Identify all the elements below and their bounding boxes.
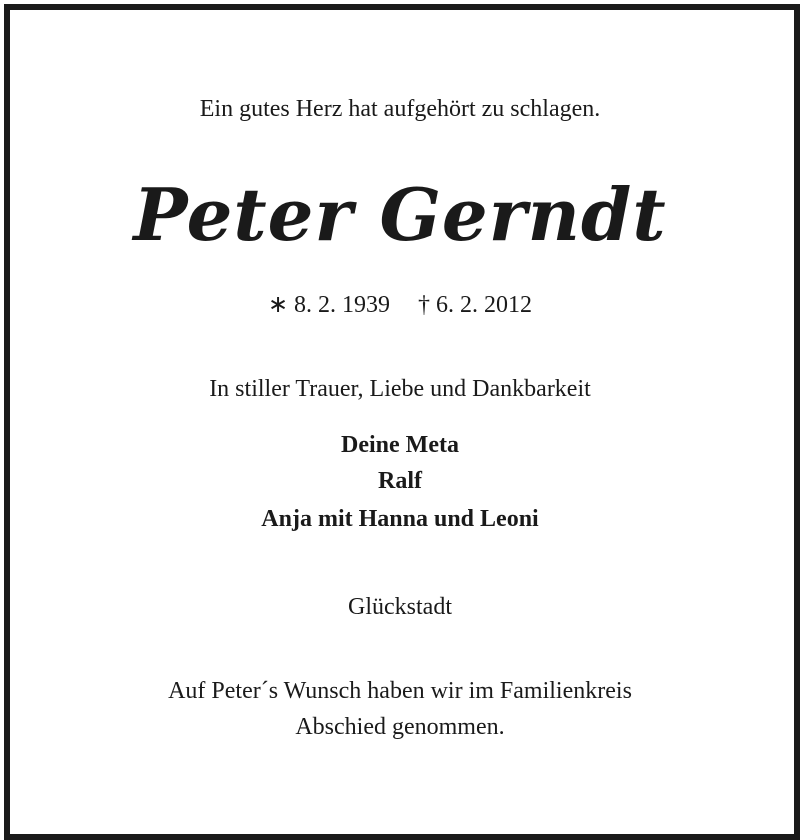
death-date: † 6. 2. 2012 [418,292,533,318]
deceased-name: Peter Gerndt [133,172,667,257]
life-dates [0,290,800,319]
intro-text: Ein gutes Herz hat aufgehört zu schlagen. [199,96,601,122]
closing-line-1: Auf Peter´s Wunsch haben wir im Familienkreis [168,678,632,704]
mourner-3: Anja mit Hanna und Leoni [261,506,539,532]
mourner-2: Ralf [378,468,422,494]
place-name: Glückstadt [348,594,452,620]
birth-date: ∗ 8. 2. 1939 [267,292,391,318]
mourner-1: Deine Meta [341,432,459,458]
mourning-line: In stiller Trauer, Liebe und Dankbarkeit [209,376,591,402]
closing-line-2: Abschied genommen. [295,714,505,740]
